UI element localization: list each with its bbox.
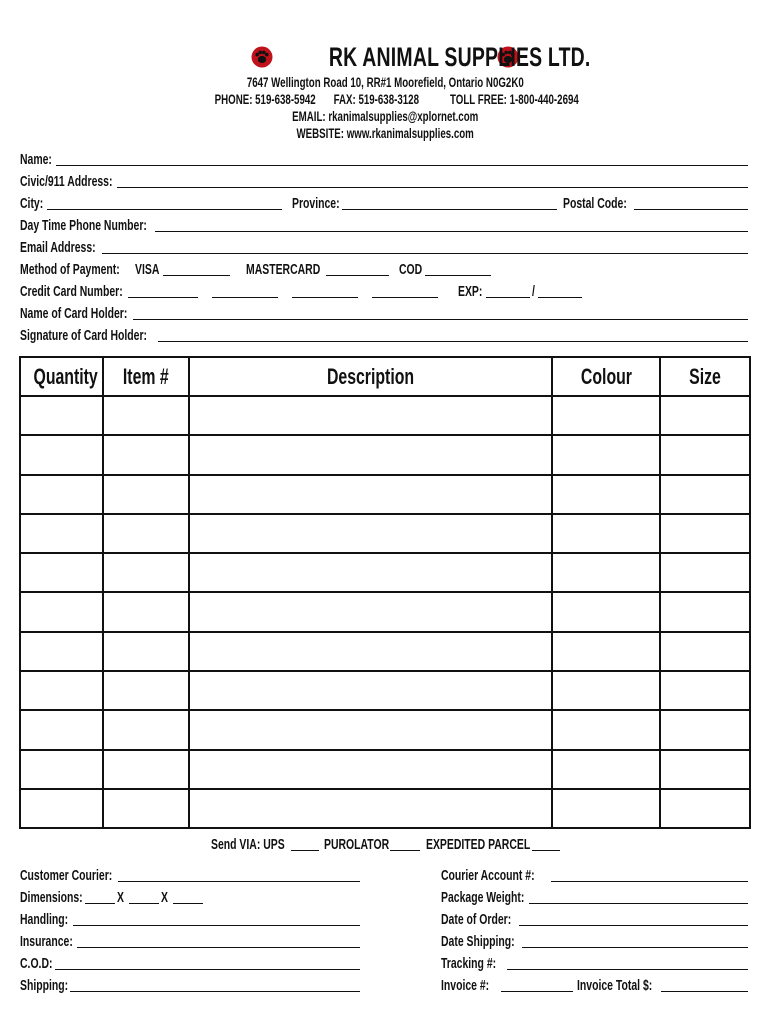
cod-amount-label: C.O.D: (20, 956, 53, 972)
card-number-group-2[interactable] (212, 283, 278, 298)
address-field[interactable] (117, 173, 748, 188)
order-cell[interactable] (552, 750, 660, 789)
order-cell[interactable] (552, 553, 660, 592)
dimension-x-label: X (117, 890, 125, 906)
dimensions-label: Dimensions: (20, 890, 83, 906)
order-cell[interactable] (20, 710, 103, 749)
courier-account-label: Courier Account #: (441, 868, 535, 884)
package-weight-label: Package Weight: (441, 890, 525, 906)
dimension-x-label: X (161, 890, 169, 906)
phone-field[interactable] (155, 217, 748, 232)
contact-line (0, 91, 770, 108)
signature-label: Signature of Card Holder: (20, 328, 148, 344)
card-number-group-1[interactable] (128, 283, 198, 298)
date-shipping-label: Date Shipping: (441, 934, 515, 950)
order-cell[interactable] (552, 592, 660, 631)
exp-separator: / (531, 284, 535, 300)
column-header: Description (189, 357, 552, 396)
tracking-label: Tracking #: (441, 956, 497, 972)
order-cell[interactable] (552, 710, 660, 749)
cod-field[interactable] (425, 261, 491, 276)
dimension-width-field[interactable] (129, 889, 159, 904)
credit-card-label: Credit Card Number: (20, 284, 123, 300)
order-cell[interactable] (103, 396, 189, 435)
order-cell[interactable] (660, 396, 750, 435)
handling-field[interactable] (73, 911, 360, 926)
date-shipping-field[interactable] (522, 933, 748, 948)
order-cell[interactable] (552, 475, 660, 514)
table-row (20, 789, 750, 828)
order-cell[interactable] (20, 514, 103, 553)
order-cell[interactable] (103, 750, 189, 789)
postal-code-label: Postal Code: (563, 196, 627, 212)
date-of-order-label: Date of Order: (441, 912, 512, 928)
dimension-height-field[interactable] (173, 889, 203, 904)
order-cell[interactable] (20, 396, 103, 435)
order-cell[interactable] (552, 514, 660, 553)
customer-courier-field[interactable] (118, 867, 360, 882)
table-row (20, 632, 750, 671)
email-field[interactable] (102, 239, 748, 254)
email-label: Email Address: (20, 240, 96, 256)
purolator-label: PUROLATOR (323, 837, 389, 853)
toll-free-number: TOLL FREE: 1-800-440-2694 (449, 92, 579, 107)
order-cell[interactable] (189, 671, 552, 710)
name-label: Name: (20, 152, 52, 168)
invoice-total-label: Invoice Total $: (577, 978, 653, 994)
order-cell[interactable] (103, 632, 189, 671)
paw-logo-icon (250, 45, 274, 69)
exp-label: EXP: (458, 284, 483, 300)
order-table-body (20, 396, 750, 828)
exp-year-field[interactable] (538, 283, 582, 298)
order-cell[interactable] (552, 632, 660, 671)
customer-info-form (20, 147, 748, 345)
order-cell[interactable] (103, 671, 189, 710)
order-cell[interactable] (189, 592, 552, 631)
address-label: Civic/911 Address: (20, 174, 113, 190)
order-cell[interactable] (552, 789, 660, 828)
card-holder-name-label: Name of Card Holder: (20, 306, 128, 322)
card-holder-name-field[interactable] (133, 305, 748, 320)
company-website: WEBSITE: www.rkanimalsupplies.com (296, 126, 474, 141)
order-cell[interactable] (552, 435, 660, 474)
payment-method-label: Method of Payment: (20, 262, 120, 278)
table-row (20, 475, 750, 514)
table-row (20, 396, 750, 435)
order-cell[interactable] (189, 475, 552, 514)
visa-field[interactable] (163, 261, 230, 276)
order-cell[interactable] (189, 710, 552, 749)
city-label: City: (20, 196, 44, 212)
order-cell[interactable] (20, 671, 103, 710)
send-via-row (0, 836, 770, 854)
handling-label: Handling: (20, 912, 69, 928)
table-row (20, 671, 750, 710)
expedited-label: EXPEDITED PARCEL (425, 837, 530, 853)
order-cell[interactable] (189, 514, 552, 553)
order-cell[interactable] (20, 750, 103, 789)
order-cell[interactable] (660, 789, 750, 828)
order-table-header (20, 357, 750, 396)
table-row (20, 750, 750, 789)
order-cell[interactable] (660, 750, 750, 789)
company-email: EMAIL: rkanimalsupplies@xplornet.com (291, 109, 479, 124)
order-table-container (19, 356, 749, 829)
order-cell[interactable] (20, 553, 103, 592)
visa-label: VISA (135, 262, 160, 278)
order-cell[interactable] (103, 592, 189, 631)
order-cell[interactable] (660, 553, 750, 592)
order-cell[interactable] (660, 435, 750, 474)
purolator-field[interactable] (390, 836, 420, 851)
date-of-order-field[interactable] (519, 911, 748, 926)
cod-label: COD (399, 262, 423, 278)
cod-amount-field[interactable] (55, 955, 360, 970)
province-label: Province: (292, 196, 340, 212)
order-cell[interactable] (103, 553, 189, 592)
column-header: Quantity (20, 357, 103, 396)
order-cell[interactable] (103, 710, 189, 749)
order-cell[interactable] (660, 475, 750, 514)
send-via-ups-label: Send VIA: UPS (210, 837, 285, 853)
order-cell[interactable] (103, 789, 189, 828)
order-cell[interactable] (20, 789, 103, 828)
order-cell[interactable] (20, 632, 103, 671)
company-name: RK ANIMAL SUPPLIES LTD. (328, 41, 591, 72)
shipping-cost-field[interactable] (70, 977, 360, 992)
dimension-length-field[interactable] (85, 889, 115, 904)
order-cell[interactable] (660, 671, 750, 710)
order-cell[interactable] (189, 435, 552, 474)
table-row (20, 435, 750, 474)
fax-number: FAX: 519-638-3128 (333, 92, 419, 107)
order-cell[interactable] (189, 553, 552, 592)
ups-field[interactable] (291, 836, 319, 851)
order-cell[interactable] (103, 435, 189, 474)
signature-field[interactable] (158, 327, 748, 342)
order-cell[interactable] (660, 514, 750, 553)
invoice-number-label: Invoice #: (441, 978, 490, 994)
postal-code-field[interactable] (634, 195, 748, 210)
card-number-group-4[interactable] (372, 283, 438, 298)
order-cell[interactable] (189, 789, 552, 828)
table-row (20, 553, 750, 592)
invoice-number-field[interactable] (501, 977, 573, 992)
column-header: Size (660, 357, 750, 396)
courier-account-field[interactable] (551, 867, 748, 882)
title-row (0, 42, 770, 72)
customer-courier-label: Customer Courier: (20, 868, 113, 884)
name-field[interactable] (56, 151, 748, 166)
mastercard-label: MASTERCARD (246, 262, 321, 278)
insurance-field[interactable] (77, 933, 360, 948)
order-cell[interactable] (660, 632, 750, 671)
expedited-field[interactable] (532, 836, 560, 851)
exp-month-field[interactable] (486, 283, 530, 298)
order-cell[interactable] (20, 592, 103, 631)
order-cell[interactable] (189, 632, 552, 671)
phone-number: PHONE: 519-638-5942 (214, 92, 316, 107)
province-field[interactable] (342, 195, 557, 210)
order-details (441, 863, 748, 995)
letterhead (0, 42, 770, 142)
table-row (20, 710, 750, 749)
order-cell[interactable] (552, 396, 660, 435)
order-cell[interactable] (552, 671, 660, 710)
courier-details (20, 863, 360, 995)
order-cell[interactable] (189, 396, 552, 435)
order-cell[interactable] (189, 750, 552, 789)
shipping-cost-label: Shipping: (20, 978, 69, 994)
table-row (20, 514, 750, 553)
card-number-group-3[interactable] (292, 283, 358, 298)
order-cell[interactable] (103, 475, 189, 514)
tracking-field[interactable] (507, 955, 748, 970)
table-row (20, 592, 750, 631)
company-address: 7647 Wellington Road 10, RR#1 Moorefield, Ontario N0G2K0 (246, 75, 524, 90)
mastercard-field[interactable] (326, 261, 389, 276)
phone-label: Day Time Phone Number: (20, 218, 147, 234)
column-header: Colour (552, 357, 660, 396)
invoice-total-field[interactable] (661, 977, 748, 992)
city-field[interactable] (47, 195, 282, 210)
order-cell[interactable] (103, 514, 189, 553)
order-cell[interactable] (20, 475, 103, 514)
order-cell[interactable] (660, 710, 750, 749)
order-table (19, 356, 751, 829)
insurance-label: Insurance: (20, 934, 73, 950)
column-header: Item # (103, 357, 189, 396)
package-weight-field[interactable] (529, 889, 748, 904)
order-cell[interactable] (660, 592, 750, 631)
order-cell[interactable] (20, 435, 103, 474)
